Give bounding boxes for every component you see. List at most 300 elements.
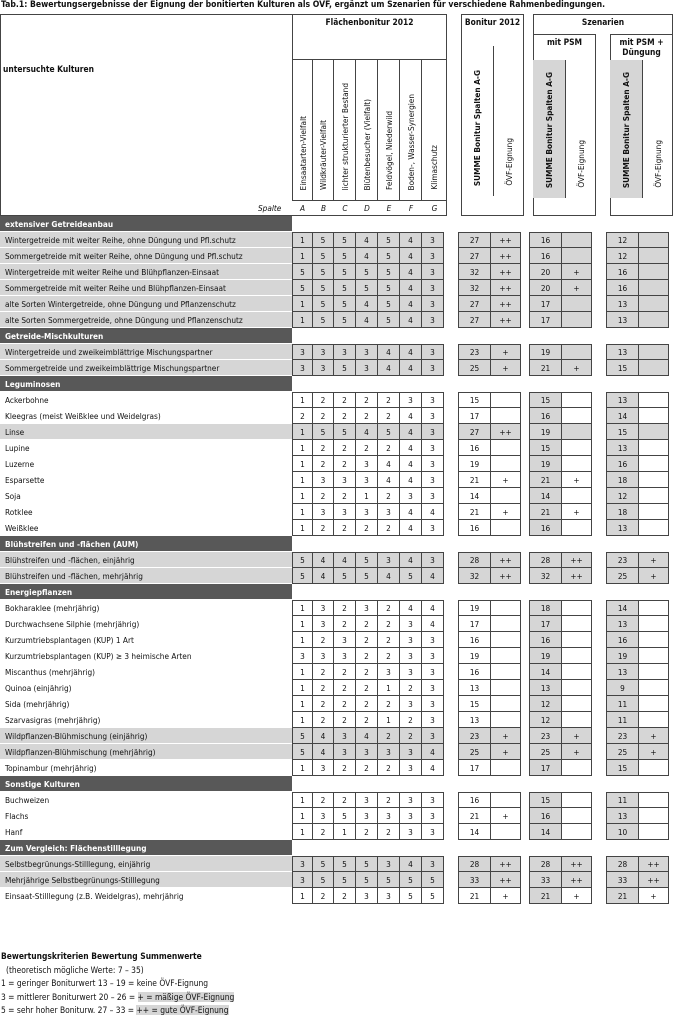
score-e: 2 (378, 440, 400, 456)
score-f: 4 (400, 520, 422, 536)
psm-sum: 15 (529, 792, 562, 808)
score-b: 2 (313, 632, 334, 648)
score-e: 4 (378, 456, 400, 472)
score-c: 5 (334, 232, 356, 248)
bonitur-eignung (491, 824, 521, 840)
score-f: 4 (400, 472, 422, 488)
score-c: 5 (334, 264, 356, 280)
table-caption: Tab.1: Bewertungsergebnisse der Eignung der bonitierten Kulturen als ÖVF, ergänzt um Szenarien für verschiedene Rahmenbedingungen. (1, 0, 606, 10)
gap (521, 488, 529, 504)
score-d: 2 (356, 680, 378, 696)
gap (521, 504, 529, 520)
psm-duengung-sum: 11 (606, 792, 639, 808)
gap (592, 248, 606, 264)
score-g: 4 (422, 600, 444, 616)
score-e: 2 (378, 616, 400, 632)
crop-name: Durchwachsene Silphie (mehrjährig) (0, 616, 292, 632)
crop-name: Luzerne (0, 456, 292, 472)
table-row (0, 360, 669, 376)
score-b: 2 (313, 696, 334, 712)
column-label-a: Einsaatarten-Vielfalt (297, 115, 308, 190)
crop-name: Kleegras (meist Weißklee und Weidelgras) (0, 408, 292, 424)
section-title: extensiver Getreideanbau (0, 216, 292, 232)
table-row (0, 232, 669, 248)
crop-name: Blühstreifen und -flächen, einjährig (0, 552, 292, 568)
score-e: 5 (378, 872, 400, 888)
legend-title: Bewertungskriterien Bewertung Summenwerte (1, 951, 202, 961)
score-c: 3 (334, 648, 356, 664)
gap (521, 872, 529, 888)
psm-eignung: ++ (562, 856, 592, 872)
psm-eignung (562, 760, 592, 776)
gap (444, 792, 458, 808)
bonitur-eignung: ++ (491, 264, 521, 280)
score-g: 3 (422, 680, 444, 696)
bonitur-eignung (491, 456, 521, 472)
score-c: 1 (334, 824, 356, 840)
score-c: 4 (334, 552, 356, 568)
crop-name: Kurzumtriebsplantagen (KUP) 1 Art (0, 632, 292, 648)
bonitur-eignung (491, 392, 521, 408)
psm-duengung-eignung (639, 488, 669, 504)
crop-name: Sommergetreide mit weiter Reihe, ohne Düngung und Pfl.schutz (0, 248, 292, 264)
section-header (0, 776, 669, 792)
psm-sum: 19 (529, 424, 562, 440)
spalte-letter-d: D (364, 203, 370, 213)
gap (444, 808, 458, 824)
gap (444, 312, 458, 328)
score-c: 5 (334, 248, 356, 264)
score-f: 2 (400, 680, 422, 696)
gap (592, 456, 606, 472)
psm-eignung (562, 664, 592, 680)
gap (592, 664, 606, 680)
score-g: 3 (422, 632, 444, 648)
score-g: 3 (422, 280, 444, 296)
legend-mid-label: 3 = mittlerer Boniturwert 20 – 26 = (1, 991, 138, 1002)
gap (592, 824, 606, 840)
crop-name: Sommergetreide und zweikeimblättrige Mischungspartner (0, 360, 292, 376)
score-e: 5 (378, 248, 400, 264)
gap (444, 408, 458, 424)
table-row (0, 296, 669, 312)
gap (521, 424, 529, 440)
bonitur-sum: 32 (458, 264, 491, 280)
score-b: 2 (313, 520, 334, 536)
score-g: 3 (422, 552, 444, 568)
psm-sum: 33 (529, 872, 562, 888)
score-f: 4 (400, 360, 422, 376)
score-a: 1 (292, 520, 313, 536)
psm-duengung-eignung (639, 824, 669, 840)
evaluation-table (0, 14, 669, 904)
psm-sum: 28 (529, 856, 562, 872)
psm-eignung (562, 648, 592, 664)
psm-duengung-eignung (639, 616, 669, 632)
score-g: 4 (422, 568, 444, 584)
bonitur-sum: 16 (458, 440, 491, 456)
psm-sum: 12 (529, 712, 562, 728)
psm-duengung-eignung: + (639, 552, 669, 568)
psm-duengung-eignung (639, 504, 669, 520)
psm-eignung (562, 488, 592, 504)
mit-psm-duengung-title: mit PSM + Düngung (619, 37, 664, 57)
gap (592, 760, 606, 776)
score-b: 5 (313, 856, 334, 872)
spalte-letter-c: C (342, 203, 348, 213)
score-c: 2 (334, 696, 356, 712)
szenarien-title: Szenarien (581, 17, 625, 27)
score-f: 4 (400, 424, 422, 440)
legend-low: 1 = geringer Boniturwert 13 – 19 = keine ÖVF-Eignung (1, 978, 209, 988)
section-header (0, 376, 669, 392)
score-c: 3 (334, 632, 356, 648)
gap (521, 600, 529, 616)
score-b: 4 (313, 568, 334, 584)
score-f: 4 (400, 296, 422, 312)
psm-eignung: ++ (562, 872, 592, 888)
score-a: 1 (292, 600, 313, 616)
score-a: 1 (292, 232, 313, 248)
psm-duengung-sum: 23 (606, 552, 639, 568)
psm-duengung-eignung: ++ (639, 872, 669, 888)
score-e: 1 (378, 712, 400, 728)
score-b: 3 (313, 760, 334, 776)
column-label-b: Wildkräuter-Vielfalt (318, 120, 328, 190)
crop-name: Wintergetreide mit weiter Reihe, ohne Düngung und Pfl.schutz (0, 232, 292, 248)
score-a: 1 (292, 680, 313, 696)
score-f: 3 (400, 696, 422, 712)
score-f: 4 (400, 280, 422, 296)
score-c: 5 (334, 312, 356, 328)
gap (521, 616, 529, 632)
section-header (0, 536, 669, 552)
psm-duengung-eignung (639, 248, 669, 264)
psm-sum: 19 (529, 344, 562, 360)
crop-name: Blühstreifen und -flächen, mehrjährig (0, 568, 292, 584)
psm-eignung: + (562, 744, 592, 760)
table-row (0, 520, 669, 536)
gap (592, 888, 606, 904)
bonitur-sum: 13 (458, 680, 491, 696)
crop-name: Flachs (0, 808, 292, 824)
spalte-letter-g: G (431, 203, 438, 213)
bonitur-eignung: ++ (491, 312, 521, 328)
gap (592, 856, 606, 872)
score-d: 2 (356, 648, 378, 664)
score-e: 5 (378, 296, 400, 312)
legend-mid (1, 991, 234, 1005)
gap (444, 488, 458, 504)
gap (521, 824, 529, 840)
gap (521, 744, 529, 760)
psm-sum: 17 (529, 616, 562, 632)
score-c: 2 (334, 792, 356, 808)
bonitur-eignung: ++ (491, 248, 521, 264)
score-c: 5 (334, 360, 356, 376)
score-e: 5 (378, 424, 400, 440)
gap (592, 440, 606, 456)
score-b: 2 (313, 456, 334, 472)
psm-duengung-eignung (639, 440, 669, 456)
gap (592, 360, 606, 376)
bonitur-sum: 14 (458, 824, 491, 840)
gap (521, 856, 529, 872)
score-d: 2 (356, 632, 378, 648)
psm-sum: 14 (529, 824, 562, 840)
score-g: 3 (422, 456, 444, 472)
gap (521, 632, 529, 648)
psm-duengung-sum: 13 (606, 392, 639, 408)
bonitur-eignung (491, 440, 521, 456)
score-a: 1 (292, 296, 313, 312)
score-b: 5 (313, 280, 334, 296)
table-row (0, 472, 669, 488)
score-b: 4 (313, 728, 334, 744)
score-e: 1 (378, 680, 400, 696)
gap (444, 616, 458, 632)
psm-eignung: + (562, 728, 592, 744)
psm-sum: 21 (529, 472, 562, 488)
crop-name: Lupine (0, 440, 292, 456)
table-row (0, 760, 669, 776)
psm-sum: 14 (529, 664, 562, 680)
gap (521, 344, 529, 360)
score-d: 4 (356, 312, 378, 328)
psm-sum: 20 (529, 280, 562, 296)
bonitur-eignung: ++ (491, 856, 521, 872)
score-e: 3 (378, 504, 400, 520)
score-f: 3 (400, 616, 422, 632)
psm-eignung (562, 424, 592, 440)
crop-name: Soja (0, 488, 292, 504)
bonitur-sum: 16 (458, 520, 491, 536)
gap (592, 808, 606, 824)
psm-duengung-sum: 16 (606, 264, 639, 280)
crop-name: Hanf (0, 824, 292, 840)
score-c: 2 (334, 712, 356, 728)
table-row (0, 344, 669, 360)
score-a: 3 (292, 344, 313, 360)
psm-eignung (562, 392, 592, 408)
gap (592, 728, 606, 744)
score-f: 3 (400, 392, 422, 408)
psm-duengung-sum: 13 (606, 312, 639, 328)
score-e: 3 (378, 552, 400, 568)
score-d: 3 (356, 600, 378, 616)
psm-duengung-eignung (639, 360, 669, 376)
bonitur-eignung: + (491, 472, 521, 488)
psm-duengung-sum: 14 (606, 600, 639, 616)
score-b: 3 (313, 616, 334, 632)
score-b: 2 (313, 408, 334, 424)
psm-duengung-eignung: ++ (639, 856, 669, 872)
gap (592, 520, 606, 536)
psm-eignung: + (562, 472, 592, 488)
gap (521, 456, 529, 472)
psm-duengung-sum: 19 (606, 648, 639, 664)
score-f: 4 (400, 456, 422, 472)
psm-sum: 16 (529, 232, 562, 248)
score-a: 1 (292, 472, 313, 488)
bonitur-sum: 15 (458, 392, 491, 408)
psm-duengung-sum: 13 (606, 664, 639, 680)
gap (521, 472, 529, 488)
gap (444, 424, 458, 440)
bonitur-title: Bonitur 2012 (464, 17, 521, 27)
score-c: 2 (334, 616, 356, 632)
spalte-letter-b: B (320, 203, 327, 213)
score-g: 3 (422, 232, 444, 248)
gap (521, 680, 529, 696)
psm-eignung: + (562, 280, 592, 296)
bonitur-eignung: ++ (491, 872, 521, 888)
gap (592, 552, 606, 568)
score-a: 3 (292, 648, 313, 664)
score-c: 2 (334, 888, 356, 904)
psm-duengung-sum: 10 (606, 824, 639, 840)
table-row (0, 680, 669, 696)
psm-duengung-eignung (639, 424, 669, 440)
score-d: 3 (356, 888, 378, 904)
score-e: 2 (378, 760, 400, 776)
score-a: 1 (292, 712, 313, 728)
gap (592, 632, 606, 648)
score-d: 4 (356, 424, 378, 440)
gap (592, 600, 606, 616)
table-row (0, 280, 669, 296)
gap (444, 728, 458, 744)
psm-duengung-eignung (639, 792, 669, 808)
table-row (0, 824, 669, 840)
table-row (0, 744, 669, 760)
gap (444, 648, 458, 664)
gap (444, 520, 458, 536)
psm-eignung: + (562, 888, 592, 904)
table-row (0, 312, 669, 328)
score-b: 5 (313, 232, 334, 248)
score-a: 1 (292, 312, 313, 328)
score-e: 5 (378, 280, 400, 296)
score-c: 2 (334, 600, 356, 616)
psm-sum: 15 (529, 440, 562, 456)
score-g: 3 (422, 520, 444, 536)
score-g: 3 (422, 808, 444, 824)
psm-sum: 19 (529, 456, 562, 472)
score-d: 2 (356, 696, 378, 712)
gap (592, 312, 606, 328)
bonitur-sum: 17 (458, 760, 491, 776)
score-c: 2 (334, 760, 356, 776)
score-g: 4 (422, 504, 444, 520)
bonitur-sum: 33 (458, 872, 491, 888)
table-row (0, 264, 669, 280)
spalte-letter-f: F (408, 203, 414, 213)
score-a: 1 (292, 760, 313, 776)
score-f: 3 (400, 632, 422, 648)
score-f: 4 (400, 312, 422, 328)
score-f: 2 (400, 712, 422, 728)
section-title: Getreide-Mischkulturen (0, 328, 292, 344)
psm-duengung-eignung (639, 280, 669, 296)
gap (444, 760, 458, 776)
score-g: 3 (422, 488, 444, 504)
bonitur-eignung: ++ (491, 296, 521, 312)
score-f: 3 (400, 488, 422, 504)
psm-duengung-eignung (639, 648, 669, 664)
score-f: 4 (400, 600, 422, 616)
score-f: 5 (400, 888, 422, 904)
score-e: 2 (378, 696, 400, 712)
psm-duengung-sum: 13 (606, 616, 639, 632)
gap (444, 392, 458, 408)
score-a: 5 (292, 552, 313, 568)
bonitur-eignung: + (491, 728, 521, 744)
score-g: 3 (422, 856, 444, 872)
table-row (0, 424, 669, 440)
bonitur-sum: 25 (458, 744, 491, 760)
score-d: 1 (356, 488, 378, 504)
psm-sum: 16 (529, 248, 562, 264)
score-g: 3 (422, 648, 444, 664)
score-e: 5 (378, 264, 400, 280)
psm-sum: 21 (529, 888, 562, 904)
score-g: 3 (422, 248, 444, 264)
table-row (0, 664, 669, 680)
score-a: 1 (292, 616, 313, 632)
psm-duengung-eignung (639, 712, 669, 728)
bonitur-sum: 21 (458, 472, 491, 488)
psm-duengung-sum: 25 (606, 744, 639, 760)
psm-duengung-eignung (639, 296, 669, 312)
psm-eignung (562, 520, 592, 536)
score-c: 3 (334, 744, 356, 760)
psm-duengung-sum: 18 (606, 504, 639, 520)
score-f: 3 (400, 664, 422, 680)
bonitur-sum: 15 (458, 696, 491, 712)
score-g: 3 (422, 264, 444, 280)
score-f: 4 (400, 408, 422, 424)
gap (444, 680, 458, 696)
bonitur-sum: 23 (458, 728, 491, 744)
score-d: 4 (356, 248, 378, 264)
psm-eignung (562, 248, 592, 264)
spalte-letter-a: A (299, 203, 306, 213)
score-g: 3 (422, 472, 444, 488)
psm-duengung-eignung (639, 632, 669, 648)
score-b: 3 (313, 472, 334, 488)
section-title: Energiepflanzen (0, 584, 292, 600)
score-a: 1 (292, 248, 313, 264)
crop-name: Weißklee (0, 520, 292, 536)
gap (444, 504, 458, 520)
table-row (0, 456, 669, 472)
psm-eignung (562, 456, 592, 472)
crop-name: Wildpflanzen-Blühmischung (einjährig) (0, 728, 292, 744)
score-f: 3 (400, 808, 422, 824)
crop-name: Esparsette (0, 472, 292, 488)
bonitur-sum: 32 (458, 568, 491, 584)
psm-duengung-sum: 15 (606, 360, 639, 376)
score-e: 5 (378, 312, 400, 328)
gap (444, 472, 458, 488)
psm-duengung-sum: 33 (606, 872, 639, 888)
bonitur-eignung (491, 680, 521, 696)
gap (521, 280, 529, 296)
score-f: 3 (400, 760, 422, 776)
table-row (0, 792, 669, 808)
score-a: 1 (292, 888, 313, 904)
